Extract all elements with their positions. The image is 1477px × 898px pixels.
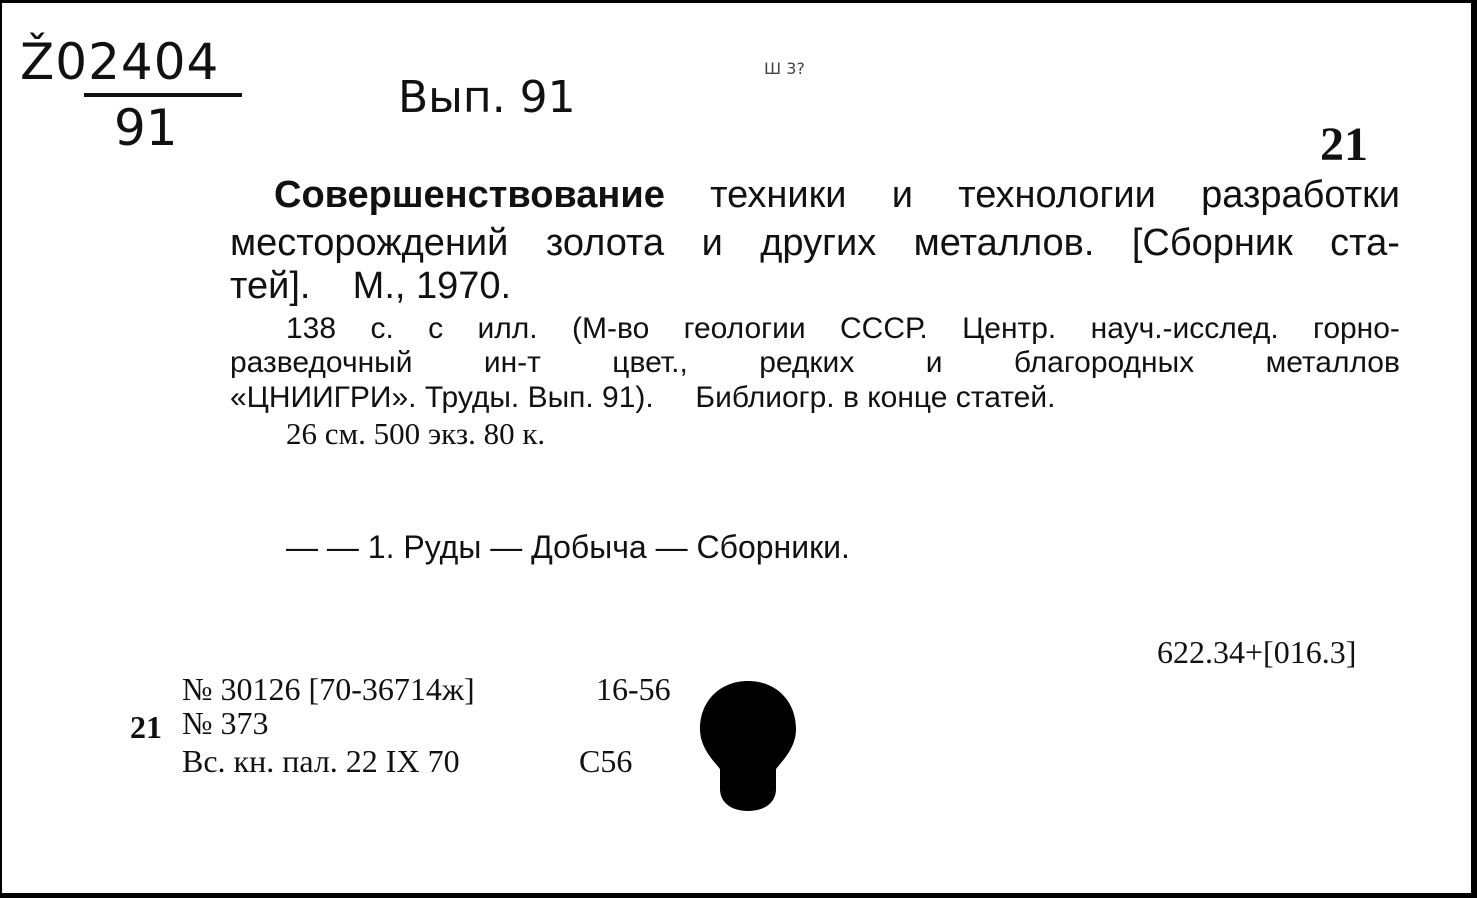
title-word: и (891, 174, 913, 216)
handwritten-issue: Вып. 91 (398, 72, 576, 123)
description-word: с. (370, 312, 394, 345)
description-line-4: 26 см. 500 экз. 80 к. (286, 416, 546, 451)
punched-hole-shape (696, 679, 800, 813)
title-word: и (701, 222, 723, 264)
classification-code: 622.34+[016.3] (1157, 634, 1357, 670)
title-word: других (760, 222, 877, 264)
title-line-2 (230, 223, 1400, 263)
description-word: СССР. (840, 312, 928, 345)
registration-number: № 30126 [70-36714ж] (182, 671, 475, 707)
card-number-top: 21 (1320, 118, 1368, 171)
description-word: металлов (1265, 346, 1400, 379)
title-word: месторождений (230, 222, 509, 264)
card-number-bottom: 21 (130, 709, 162, 745)
description-line-2 (230, 347, 1400, 379)
title-bold: Совершенствование (274, 174, 665, 216)
code-2: С56 (579, 743, 633, 779)
fraction-bar (84, 93, 242, 97)
subject-heading: — — 1. Руды — Добыча — Сборники. (286, 529, 850, 565)
title-word: золота (545, 222, 665, 264)
description-word: ин-т (483, 346, 541, 379)
description-word: Центр. (962, 312, 1057, 345)
description-word: геологии (683, 312, 806, 345)
catalog-card (2, 3, 1471, 893)
title-word: ста- (1330, 222, 1400, 264)
handwritten-mark: Ш 3? (764, 59, 805, 78)
description-word: разведочный (230, 346, 413, 379)
description-word: редких (759, 346, 855, 379)
book-chamber-stamp: Вс. кн. пал. 22 IX 70 (182, 743, 460, 779)
description-word: и (925, 346, 943, 379)
title-line-1 (274, 175, 1400, 215)
description-line-1 (286, 313, 1400, 345)
title-word: [Сборник (1131, 222, 1293, 264)
description-word: 138 (286, 312, 337, 345)
title-line-3: тей]. М., 1970. (230, 265, 512, 307)
description-word: цвет., (612, 346, 688, 379)
handwritten-call-fraction: 91 (114, 99, 178, 157)
handwritten-call-number: Ž02404 (20, 33, 220, 91)
description-word: (М-во (572, 312, 650, 345)
title-word: разработки (1201, 174, 1400, 216)
description-word: илл. (477, 312, 538, 345)
description-word: горно- (1313, 312, 1400, 345)
title-word: технологии (958, 174, 1156, 216)
number-2: № 373 (182, 705, 269, 741)
description-word: с (428, 312, 444, 345)
code-1: 16-56 (596, 671, 671, 707)
title-word: металлов. (913, 222, 1095, 264)
description-line-3: «ЦНИИГРИ». Труды. Вып. 91). Библиогр. в конце статей. (230, 381, 1056, 414)
description-word: науч.-исслед. (1090, 312, 1279, 345)
description-word: благородных (1013, 346, 1195, 379)
title-word: техники (710, 174, 847, 216)
